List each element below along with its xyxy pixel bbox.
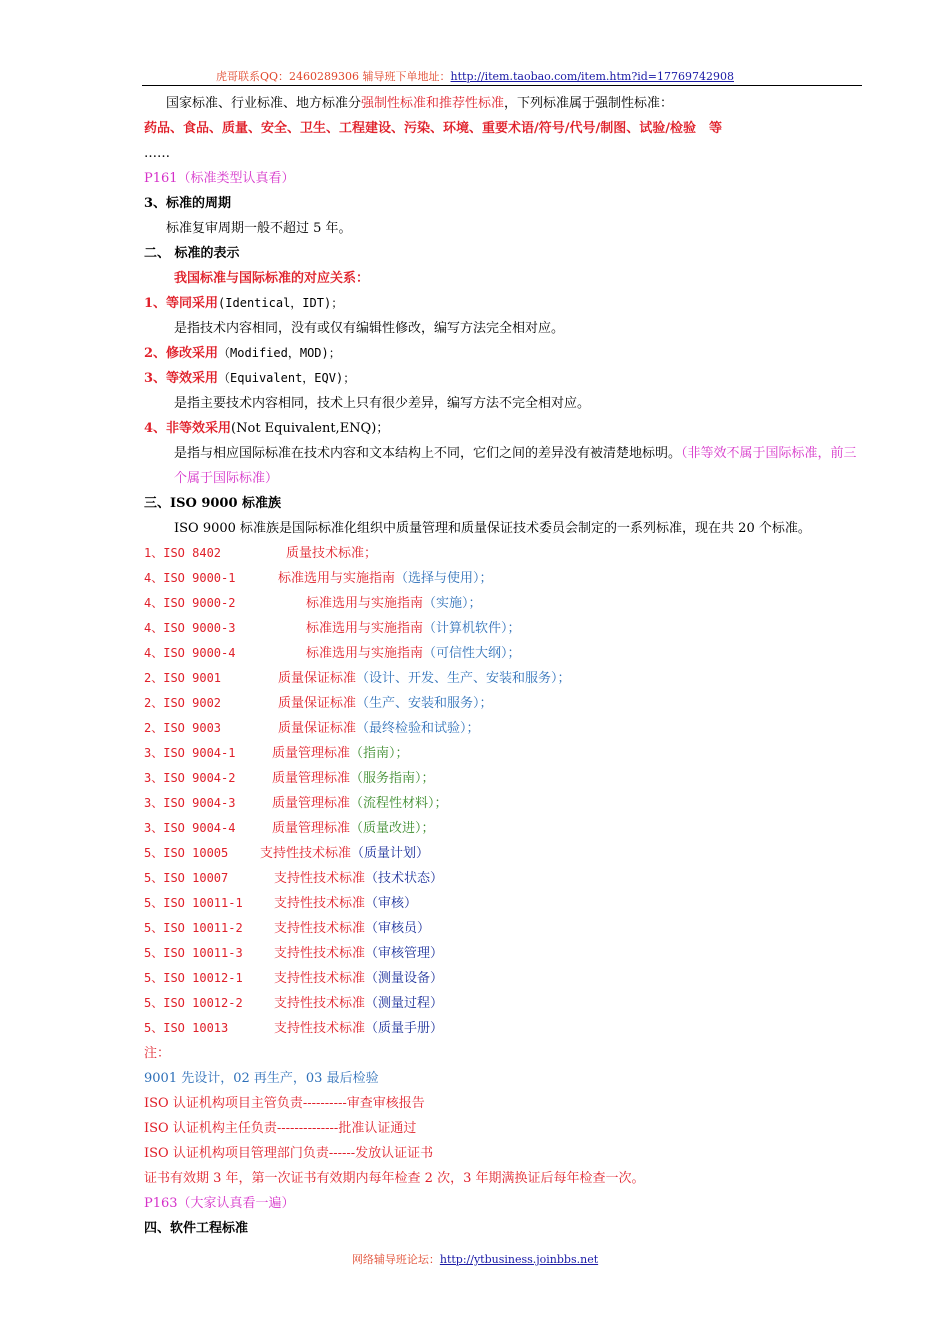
- ellipsis: ……: [144, 146, 170, 161]
- iso-detail: （设计、开发、生产、安装和服务）；: [356, 671, 571, 686]
- iso-row: [144, 841, 864, 866]
- adoption-item-2: [144, 341, 864, 366]
- iso-code: 5、ISO 10007: [144, 871, 229, 885]
- iso-detail: （质量手册）: [365, 1021, 444, 1036]
- iso-detail: （测量设备）: [365, 971, 444, 986]
- iso-category: 标准选用与实施指南: [306, 621, 424, 636]
- adoption-item-1: [144, 291, 864, 316]
- iso-category: 质量管理标准: [272, 746, 351, 761]
- iso-code: 5、ISO 10005: [144, 846, 229, 860]
- iso-detail: （技术状态）: [365, 871, 444, 886]
- iso-detail: （测量过程）: [365, 996, 444, 1011]
- iso-category: 支持性技术标准: [274, 996, 366, 1011]
- correspondence-subtitle: 我国标准与国际标准的对应关系：: [174, 271, 370, 286]
- adoption-english: (Identical，IDT)；: [218, 296, 344, 310]
- adoption-label: 1、等同采用: [144, 296, 219, 311]
- iso-detail: （审核管理）: [365, 946, 444, 961]
- iso-code: 1、ISO 8402: [144, 546, 222, 560]
- iso-row: [144, 966, 864, 991]
- iso-category: 质量保证标准: [278, 671, 357, 686]
- iso-detail: （审核）: [365, 896, 418, 911]
- iso-category: 支持性技术标准: [274, 971, 366, 986]
- iso-category: 质量管理标准: [272, 771, 351, 786]
- reference-p161: P161（标准类型认真看）: [144, 171, 295, 186]
- iso-detail: （质量计划）: [351, 846, 430, 861]
- iso-category: 质量保证标准: [278, 721, 357, 736]
- iso-code: 3、ISO 9004-1: [144, 746, 236, 760]
- adoption-english: （Modified，MOD)；: [218, 346, 341, 360]
- page-header: [0, 68, 950, 84]
- adoption-desc-4: [144, 441, 864, 491]
- iso-detail: （计算机软件）；: [423, 621, 521, 636]
- reference-p163: P163（大家认真看一遍）: [144, 1196, 295, 1211]
- iso-row: [144, 866, 864, 891]
- iso-category: 支持性技术标准: [274, 921, 366, 936]
- iso-category: 质量管理标准: [272, 821, 351, 836]
- iso-category: 标准选用与实施指南: [306, 646, 424, 661]
- iso-row: [144, 541, 864, 566]
- intro-paragraph: [144, 91, 864, 116]
- iso-standard-list: [144, 541, 864, 1041]
- intro-text-c: ，下列标准属于强制性标准：: [504, 96, 674, 111]
- iso-detail: （生产、安装和服务）；: [356, 696, 493, 711]
- cycle-text: 标准复审周期一般不超过 5 年。: [166, 221, 352, 236]
- adoption-item-4: [144, 416, 864, 441]
- iso-row: [144, 1016, 864, 1041]
- iso-row: [144, 691, 864, 716]
- iso-detail: （选择与使用）；: [395, 571, 493, 586]
- adoption-desc-3: 是指主要技术内容相同，技术上只有很少差异，编写方法不完全相对应。: [174, 396, 591, 411]
- iso-detail: （实施）；: [423, 596, 482, 611]
- iso-category: 支持性技术标准: [274, 946, 366, 961]
- iso-intro: ISO 9000 标准族是国际标准化组织中质量管理和质量保证技术委员会制定的一系列标准，现在共 20 个标准。: [174, 521, 811, 536]
- adoption-label: 4、非等效采用: [144, 421, 232, 436]
- adoption-label: 3、等效采用: [144, 371, 219, 386]
- section-title-iso: 三、ISO 9000 标准族: [144, 496, 282, 511]
- iso-row: [144, 591, 864, 616]
- iso-detail: （指南）；: [350, 746, 409, 761]
- iso-code: 3、ISO 9004-2: [144, 771, 236, 785]
- header-contact: 虎哥联系QQ：2460289306 辅导班下单地址：: [215, 70, 451, 83]
- iso-code: 4、ISO 9000-4: [144, 646, 236, 660]
- iso-code: 2、ISO 9003: [144, 721, 222, 735]
- iso-detail: （可信性大纲）；: [423, 646, 521, 661]
- note-sequence: 9001 先设计，02 再生产，03 最后检验: [144, 1071, 379, 1086]
- iso-row: [144, 916, 864, 941]
- note-review: ISO 认证机构项目主管负责----------审查审核报告: [144, 1096, 425, 1111]
- adoption-desc-1: 是指技术内容相同，没有或仅有编辑性修改，编写方法完全相对应。: [174, 321, 565, 336]
- iso-code: 4、ISO 9000-2: [144, 596, 236, 610]
- iso-code: 3、ISO 9004-3: [144, 796, 236, 810]
- iso-category: 支持性技术标准: [274, 871, 366, 886]
- iso-code: 5、ISO 10012-2: [144, 996, 243, 1010]
- iso-row: [144, 641, 864, 666]
- iso-detail: （服务指南）；: [350, 771, 435, 786]
- iso-code: 5、ISO 10011-2: [144, 921, 243, 935]
- section-title-cycle: 3、标准的周期: [144, 196, 232, 211]
- note-label: 注：: [144, 1046, 171, 1061]
- iso-row: [144, 666, 864, 691]
- iso-code: 3、ISO 9004-4: [144, 821, 236, 835]
- iso-row: [144, 616, 864, 641]
- iso-category: 支持性技术标准: [274, 896, 366, 911]
- note-approve: ISO 认证机构主任负责--------------批准认证通过: [144, 1121, 417, 1136]
- adoption-note: （非等效不属于国际标准，前三个属于国际标准）: [174, 446, 857, 486]
- iso-detail: （审核员）: [365, 921, 431, 936]
- adoption-desc-text: 是指与相应国际标准在技术内容和文本结构上不同，它们之间的差异没有被清楚地标明。: [174, 446, 682, 461]
- iso-code: 5、ISO 10011-1: [144, 896, 243, 910]
- iso-row: [144, 566, 864, 591]
- iso-row: [144, 766, 864, 791]
- adoption-english: （Equivalent，EQV)；: [218, 371, 356, 385]
- iso-row: [144, 816, 864, 841]
- iso-detail: （最终检验和试验）；: [356, 721, 480, 736]
- header-link[interactable]: http://item.taobao.com/item.htm?id=17769742908: [450, 70, 734, 83]
- iso-detail: （质量改进）；: [350, 821, 435, 836]
- iso-category: 标准选用与实施指南: [278, 571, 396, 586]
- intro-text-a: 国家标准、行业标准、地方标准分: [166, 96, 362, 111]
- iso-category: 质量保证标准: [278, 696, 357, 711]
- iso-row: [144, 891, 864, 916]
- note-validity: 证书有效期 3 年，第一次证书有效期内每年检查 2 次，3 年期满换证后每年检查一次。: [144, 1171, 645, 1186]
- iso-row: [144, 741, 864, 766]
- iso-code: 5、ISO 10012-1: [144, 971, 243, 985]
- intro-highlight: 强制性标准和推荐性标准: [361, 96, 505, 111]
- footer-label: 网络辅导班论坛：: [351, 1253, 440, 1266]
- page-footer: [0, 1251, 950, 1267]
- iso-code: 4、ISO 9000-3: [144, 621, 236, 635]
- document-body: [144, 91, 864, 1241]
- iso-row: [144, 716, 864, 741]
- iso-code: 4、ISO 9000-1: [144, 571, 236, 585]
- iso-category: 支持性技术标准: [260, 846, 352, 861]
- iso-row: [144, 941, 864, 966]
- mandatory-list: 药品、食品、质量、安全、卫生、工程建设、污染、环境、重要术语/符号/代号/制图、试验/检验 等: [144, 121, 722, 136]
- adoption-label: 2、修改采用: [144, 346, 219, 361]
- section-title-software: 四、软件工程标准: [144, 1221, 249, 1236]
- iso-category: 质量技术标准；: [286, 546, 378, 561]
- iso-code: 2、ISO 9002: [144, 696, 222, 710]
- footer-link[interactable]: http://ytbusiness.joinbbs.net: [439, 1253, 599, 1266]
- iso-row: [144, 991, 864, 1016]
- header-rule: [142, 85, 862, 86]
- iso-code: 5、ISO 10013: [144, 1021, 229, 1035]
- iso-code: 2、ISO 9001: [144, 671, 222, 685]
- adoption-english: (Not Equivalent,ENQ)；: [231, 421, 390, 436]
- iso-category: 质量管理标准: [272, 796, 351, 811]
- iso-code: 5、ISO 10011-3: [144, 946, 243, 960]
- iso-detail: （流程性材料）；: [350, 796, 448, 811]
- adoption-item-3: [144, 366, 864, 391]
- section-title-representation: 二、 标准的表示: [144, 246, 240, 261]
- iso-category: 支持性技术标准: [274, 1021, 366, 1036]
- iso-row: [144, 791, 864, 816]
- iso-category: 标准选用与实施指南: [306, 596, 424, 611]
- note-issue: ISO 认证机构项目管理部门负责------发放认证证书: [144, 1146, 434, 1161]
